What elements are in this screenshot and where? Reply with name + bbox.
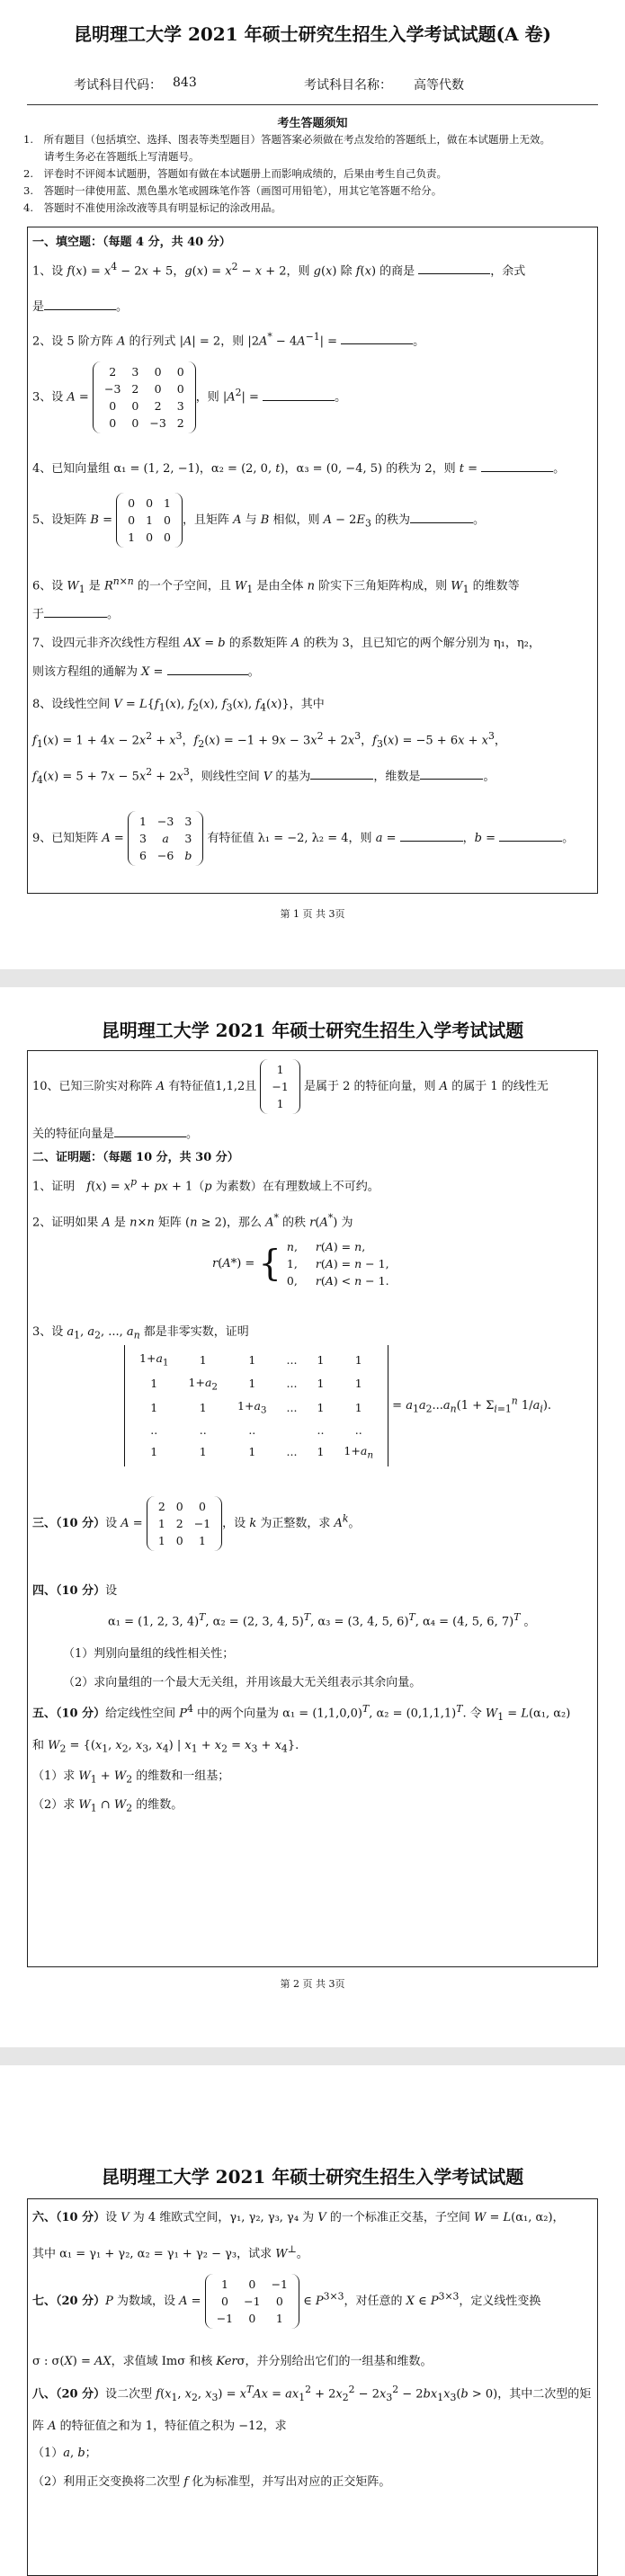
question-3: 3、设 A = 2 3 0 0 −3 2 0 0 0 0 2 3 0 0 −3 2 ，则 $|A^2|$ = 。 (32, 361, 590, 433)
page-title: 昆明理工大学 2021 年硕士研究生招生入学考试试题(A 卷) (74, 23, 551, 45)
question-7: 七、（20 分）P 为数域，设 A = 1 0 −1 0 −1 0 −1 0 1 ∈ $P^{3\times 3}$，对任意的 X ∈ $P^{3\times 3}$，定义线性变换 (32, 2274, 590, 2329)
question-7: 7、设四元非齐次线性方程组 AX = b 的系数矩阵 A 的秩为 3，且已知它的两个解分别为 η₁，η₂， (32, 637, 540, 650)
proof-3-determinant: $1+a_1$ 1 1 ... 1 1 1 $1+a_2$ 1 ... 1 1 1 1 $1+a_3$ ... 1 1 .. .. .. .. .. 1 1 1 ... 1 $1+a_n$ = $a_1a_2...a_n(1 + \Sigma_{i=1}^n$ $1/a_i$). (124, 1345, 592, 1466)
exam-code-value: 843 (173, 76, 197, 90)
exam-name-value: 高等代数 (414, 78, 464, 93)
exam-code-label: 考试科目代码： (74, 78, 162, 93)
proof-3: 3、设 $a_1$, $a_2$, ..., $a_n$ 都是非零实数，证明 (32, 1325, 249, 1341)
notice-item: 4. 答题时不准使用涂改液等具有明显标记的涂改用品。 (23, 201, 281, 214)
section-label: 四、（10 分） (32, 1584, 106, 1598)
question-4-vectors: α₁ = (1, 2, 3, 4)$^T$, α₂ = (2, 3, 4, 5)$^T$, α₃ = (3, 4, 5, 6)$^T$, α₄ = (4, 5, 6, 7)$^T$ 。 (108, 1611, 536, 1629)
question-8-part2: （2）利用正交变换将二次型 f 化为标准型，并写出对应的正交矩阵。 (32, 2475, 391, 2489)
question-5-cont: 和 $W_2 = \{(x_1$, $x_2$, $x_3$, $x_4$) | $x_1 + x_2 = x_3 + x_4$}. (32, 1739, 299, 1755)
question-5: 五、（10 分）给定线性空间 $P^4$ 中的两个向量为 $\alpha_1 = (1,1,0,0)^T$, $\alpha_2 = (0,1,1,1)^T$. 令 $W_1 = L(\alpha_1$, α₂) (32, 1703, 571, 1723)
section-label: 八、（20 分） (32, 2387, 106, 2402)
question-8-cont: 阵 A 的特征值之和为 1，特征值之积为 −12，求 (32, 2420, 287, 2433)
section-label: 六、（10 分） (32, 2211, 106, 2224)
notice-title: 考生答题须知 (277, 117, 348, 130)
question-8: 八、（20 分）设二次型 $f(x_1$, $x_2$, $x_3) = x^TAx = ax_1^2 + 2x_2^2 - 2x_3^2 - 2bx_1x_3(b > 0)$，其中二次型的矩 (32, 2384, 592, 2403)
exam-name-label: 考试科目名称： (304, 78, 392, 93)
page-1 (0, 0, 625, 969)
section-heading: 一、填空题：（每题 4 分，共 40 分） (32, 236, 231, 249)
page-footer: 第 2 页 共 3页 (280, 1978, 345, 1990)
question-box (27, 227, 598, 894)
question-8: 8、设线性空间 $V = L\{f_1(x)$, $f_2(x)$, $f_3(x)$, $f_4(x)$}，其中 (32, 698, 325, 714)
question-9: 9、已知矩阵 A = 1 −3 3 3 a 3 6 −6 b 有特征值 λ₁ = −2, λ₂ = 4，则 a = ，b = 。 (32, 811, 590, 866)
page-title: 昆明理工大学 2021 年硕士研究生招生入学考试试题 (101, 1020, 524, 1041)
section-label: 七、（20 分） (32, 2295, 106, 2308)
page-separator (0, 969, 625, 987)
page-3 (0, 2065, 625, 2564)
question-10: 10、已知三阶实对称阵 A 有特征值1,1,2且 1 −1 1 是属于 2 的特征向量，则 A 的属于 1 的线性无 (32, 1059, 590, 1114)
section-label: 三、（10 分） (32, 1517, 106, 1530)
question-5: 5、设矩阵 B = 0 0 1 0 1 0 1 0 0 ，且矩阵 A 与 B 相似，则 $A - 2E_3$ 的秩为 。 (32, 493, 590, 548)
notice-list (23, 131, 599, 217)
question-8-part1: （1）a, b； (32, 2447, 97, 2460)
question-8-line2: $f_1(x) = 1 + 4x - 2x^2 + x^3$，$f_2(x) = -1 + 9x - 3x^2 + 2x^3$，$f_3(x) = -5 + 6x + x^3$， (32, 730, 506, 750)
notice-item: 请考生务必在答题纸上写清题号。 (23, 150, 200, 163)
question-7-cont: σ : σ(X) = AX，求值域 Imσ 和核 Kerσ，并分别给出它们的一组基和维数。 (32, 2355, 433, 2368)
proof-2-cases: r(A*) = { n, r(A) = n, 1, r(A) = n − 1, 0, r(A) < n − 1. (212, 1240, 389, 1288)
divider (27, 104, 598, 105)
question-6: 6、设 $W_1$ 是 $R^{n\times n}$ 的一个子空间，且 $W_1$ 是由全体 n 阶实下三角矩阵构成，则 $W_1$ 的维数等 (32, 575, 520, 595)
page-2 (0, 987, 625, 2047)
proof-2: 2、证明如果 A 是 n×n 矩阵 (n ≥ 2)，那么 A* 的秩 r(A*) 为 (32, 1212, 353, 1230)
question-5-part1: （1）求 $W_1 + W_2$ 的维数和一组基； (32, 1769, 230, 1786)
question-1-cont: 是 。 (32, 297, 590, 314)
page-footer: 第 1 页 共 3页 (280, 908, 345, 920)
question-2: 2、设 5 阶方阵 A 的行列式 |A| = 2，则 $|2A^* - 4A^{-1}|$ = 。 (32, 331, 425, 349)
question-6: 六、（10 分）设 V 为 4 维欧式空间，γ₁, γ₂, γ₃, γ₄ 为 V 的一个标准正交基，子空间 W = L(α₁, α₂)， (32, 2211, 565, 2224)
page-title: 昆明理工大学 2021 年硕士研究生招生入学考试试题 (101, 2166, 524, 2188)
notice-item: 3. 答题时一律使用蓝、黑色墨水笔或圆珠笔作答（画图可用铅笔），用其它笔答题不给分。 (23, 184, 442, 197)
question-4: 四、（10 分）设 (32, 1584, 118, 1598)
section-label: 五、（10 分） (32, 1707, 106, 1721)
question-6-cont: 其中 α₁ = γ₁ + γ₂, α₂ = γ₁ + γ₂ − γ₃，试求 W⊥。 (32, 2243, 308, 2261)
notice-item: 2. 评卷时不评阅本试题册，答题如有做在本试题册上而影响成绩的，后果由考生自己负责。 (23, 167, 447, 180)
question-6-cont: 于 。 (32, 604, 590, 621)
question-4: 4、已知向量组 α₁ = (1, 2, −1)，α₂ = (2, 0, t)，α₃ = (0, −4, 5) 的秩为 2，则 t = 。 (32, 459, 590, 476)
question-3: 三、（10 分）设 A = 2 0 0 1 2 −1 1 0 1 ，设 k 为正整数，求 $A^k$。 (32, 1496, 590, 1551)
question-5-part2: （2）求 $W_1$ ∩ $W_2$ 的维数。 (32, 1798, 183, 1814)
question-4-part2: （2）求向量组的一个最大无关组，并用该最大无关组表示其余向量。 (63, 1676, 422, 1689)
section-heading: 二、证明题：（每题 10 分，共 30 分） (32, 1151, 239, 1164)
proof-1: 1、证明 $f(x) = x^p$ + px + 1（p 为素数）在有理数域上不可约。 (32, 1176, 379, 1194)
question-7-cont: 则该方程组的通解为 X = 。 (32, 662, 590, 679)
page-separator (0, 2047, 625, 2065)
question-1: 1、设 $f(x) = x^4 - 2x + 5$，$g(x) = x^2 - x + 2$，则 g(x) 除 f(x) 的商是 ，余式 (32, 261, 526, 279)
question-8-line3: $f_4(x) = 5 + 7x - 5x^2 + 2x^3$，则线性空间 V 的基为 ，维数是 。 (32, 766, 496, 786)
question-10-cont: 关的特征向量是 。 (32, 1124, 590, 1141)
notice-item: 1. 所有题目（包括填空、选择、图表等类型题目）答题答案必须做在考点发给的答题纸上，做在本试题册上无效。 (23, 133, 550, 146)
question-4-part1: （1）判别向量组的线性相关性； (63, 1647, 235, 1661)
